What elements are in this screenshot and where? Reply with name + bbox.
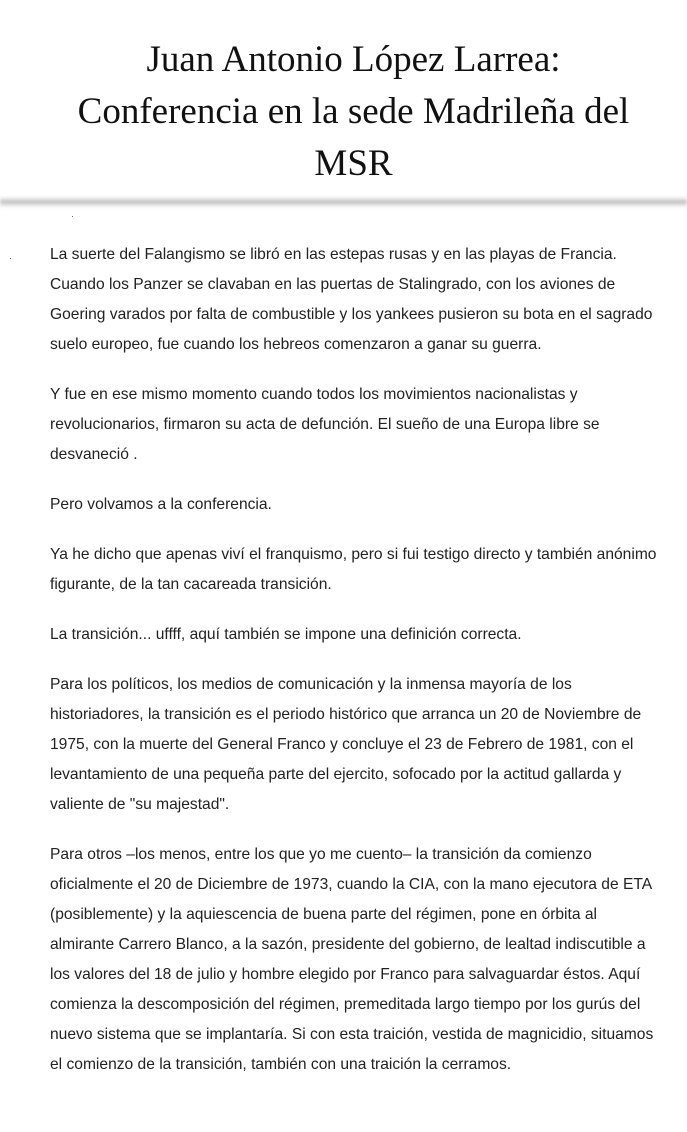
page-title (20, 34, 687, 190)
paragraph: La suerte del Falangismo se libró en las estepas rusas y en las playas de Francia. Cuando los Panzer se clavaban en las puertas de Stalingrado, con los aviones de Goering varados por falta de combustible y los yankees pusieron su bota en el sagrado suelo europeo, fue cuando los hebreos comenzaron a ganar su guerra. (50, 246, 653, 353)
title-divider (0, 196, 687, 208)
paragraph: La transición... uffff, aquí también se impone una definición correcta. (50, 626, 522, 643)
title-line-3: MSR (314, 143, 393, 184)
paragraph: Ya he dicho que apenas viví el franquismo, pero si fui testigo directo y también anónimo figurante, de la tan cacareada transición. (50, 546, 657, 593)
stray-dot (72, 216, 73, 217)
title-line-1: Juan Antonio López Larrea: (146, 39, 561, 80)
title-line-2: Conferencia en la sede Madrileña del (77, 91, 630, 132)
paragraph: Para otros –los menos, entre los que yo me cuento– la transición da comienzo oficialmente el 20 de Diciembre de 1973, cuando la CIA, con la mano ejecutora de ETA (posiblemente) y la aquiescencia de buena parte del régimen, pone en órbita al almirante Carrero Blanco, a la sazón, presidente del gobierno, de lealtad indiscutible a los valores del 18 de julio y hombre elegido por Franco para salvaguardar éstos. Aquí comienza la descomposición del régimen, premeditada largo tiempo por los gurús del nuevo sistema que se implantaría. Si con esta traición, vestida de magnicidio, situamos el comienzo de la transición, también con una traición la cerramos. (50, 846, 654, 1073)
paragraph: Para los políticos, los medios de comunicación y la inmensa mayoría de los historiadores, la transición es el periodo histórico que arranca un 20 de Noviembre de 1975, con la muerte del General Franco y concluye el 23 de Febrero de 1981, con el levantamiento de una pequeña parte del ejercito, sofocado por la actitud gallarda y valiente de "su majestad". (50, 676, 642, 813)
stray-dot (10, 258, 11, 259)
paragraph: Y fue en ese mismo momento cuando todos los movimientos nacionalistas y revolucionarios, firmaron su acta de defunción. El sueño de una Europa libre se desvaneció . (50, 386, 600, 463)
paragraph: Pero volvamos a la conferencia. (50, 496, 272, 513)
article-body (50, 240, 665, 1100)
